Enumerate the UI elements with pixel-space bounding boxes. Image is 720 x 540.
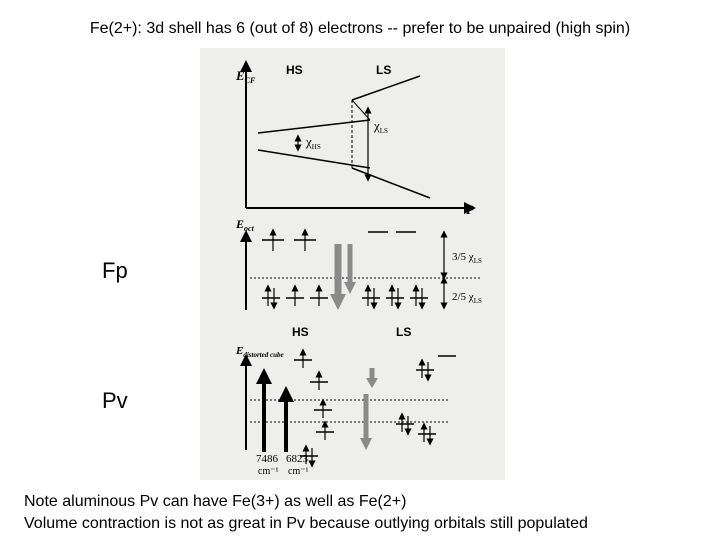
transition-value-6823: 6823 [286, 453, 308, 465]
three-fifths-chi-ls-label: 3/5 $\chi_{LS}$ [452, 251, 482, 265]
fp-label: Fp [102, 258, 128, 283]
note-line-1: Note aluminous Pv can have Fe(3+) as well as Fe(2+) [24, 493, 407, 510]
panel-b-octahedral [235, 217, 482, 310]
hs-upper-line [258, 120, 370, 133]
transition-value-7486: 7486 [256, 453, 278, 465]
crossing-link [352, 100, 370, 120]
unit-cm-inverse-2: cm⁻¹ [288, 466, 309, 477]
panel-c-distorted-cube [235, 325, 456, 477]
ls-label: LS [376, 63, 392, 77]
panel-a-energy-vs-pressure [235, 63, 475, 217]
slide-title: Fe(2+): 3d shell has 6 (out of 8) electrons -- prefer to be unpaired (high spin) [89, 20, 631, 37]
hs-label: HS [286, 63, 303, 77]
unit-cm-inverse-1: cm⁻¹ [258, 466, 279, 477]
hs-label-c: HS [292, 325, 309, 339]
two-fifths-chi-ls-label: 2/5 $\chi_{LS}$ [452, 291, 482, 305]
chi-ls-label: $\chi_{LS}$ [374, 118, 388, 135]
chi-hs-label: $\chi_{HS}$ [306, 134, 321, 151]
note-line-2: Volume contraction is not as great in Pv because outlying orbitals still populated [24, 515, 588, 532]
ls-label-c: LS [396, 325, 412, 339]
pv-label: Pv [102, 388, 128, 413]
hs-lower-line [258, 150, 370, 168]
ls-upper-line [352, 76, 420, 100]
eoct-axis-label: $E_{oct}$ [236, 217, 254, 233]
pressure-axis-label: P [466, 202, 474, 217]
ls-lower-line [352, 168, 430, 198]
ecf-axis-label: $E_{CF}$ [236, 68, 256, 85]
edist-axis-label: $E_{distorted cube}$ [236, 345, 284, 359]
spin-state-figure [200, 48, 505, 480]
